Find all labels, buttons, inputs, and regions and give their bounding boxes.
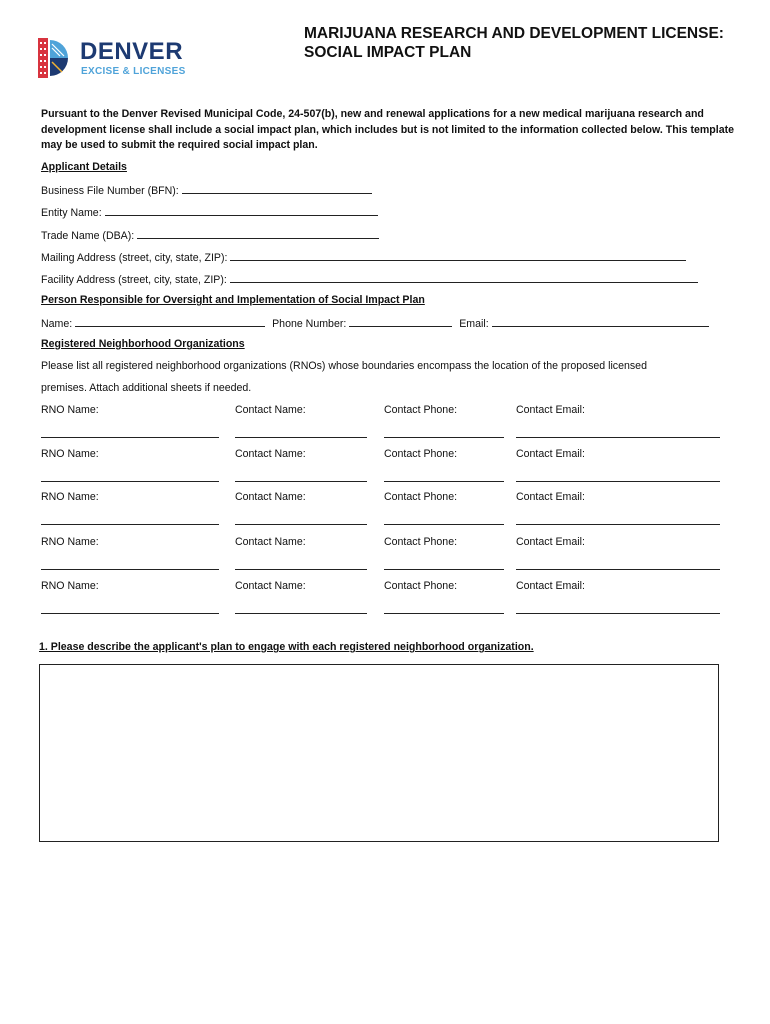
rno-name-field[interactable]: [41, 569, 219, 570]
responsible-email-label: Email:: [459, 318, 489, 330]
contact-name-label: Contact Name:: [235, 580, 306, 592]
contact-phone-label: Contact Phone:: [384, 536, 458, 548]
contact-email-field[interactable]: [516, 524, 720, 525]
mailing-field-row: [41, 250, 686, 264]
bfn-label: Business File Number (BFN):: [41, 185, 179, 197]
facility-address-field[interactable]: [230, 272, 698, 283]
trade-field-row: [41, 228, 379, 242]
logo-wordmark: DENVER: [80, 38, 184, 65]
contact-email-label: Contact Email:: [516, 580, 585, 592]
rno-name-label: RNO Name:: [41, 404, 99, 416]
contact-email-label: Contact Email:: [516, 491, 585, 503]
contact-email-field[interactable]: [516, 569, 720, 570]
trade-label: Trade Name (DBA):: [41, 230, 135, 242]
entity-label: Entity Name:: [41, 207, 102, 219]
contact-name-field[interactable]: [235, 524, 367, 525]
contact-name-label: Contact Name:: [235, 491, 306, 503]
responsible-phone-label: Phone Number:: [272, 318, 347, 330]
bfn-field[interactable]: [182, 183, 372, 194]
rno-name-field[interactable]: [41, 437, 219, 438]
contact-phone-field[interactable]: [384, 569, 504, 570]
intro-paragraph: Pursuant to the Denver Revised Municipal Code, 24-507(b), new and renewal applications for a new medical marijuana research and development license shall include a social impact plan, which includes but is not limited to the information collected below. This template may be used to submit the required social impact plan.: [41, 108, 735, 151]
contact-phone-label: Contact Phone:: [384, 491, 458, 503]
facility-field-row: [41, 272, 698, 286]
contact-name-label: Contact Name:: [235, 536, 306, 548]
contact-phone-label: Contact Phone:: [384, 448, 458, 460]
responsible-name-field[interactable]: [75, 316, 265, 327]
rno-name-label: RNO Name:: [41, 536, 99, 548]
question-1-label: 1. Please describe the applicant's plan to engage with each registered neighborhood organization.: [39, 641, 534, 653]
rno-name-field[interactable]: [41, 613, 219, 614]
contact-phone-label: Contact Phone:: [384, 404, 458, 416]
denver-logo: [38, 34, 198, 82]
form-title: [304, 24, 754, 62]
trade-name-field[interactable]: [137, 228, 379, 239]
logo-subtitle: EXCISE & LICENSES: [81, 66, 186, 77]
contact-phone-field[interactable]: [384, 524, 504, 525]
contact-name-field[interactable]: [235, 437, 367, 438]
responsible-name-label: Name:: [41, 318, 73, 330]
contact-phone-field[interactable]: [384, 481, 504, 482]
form-title-line2: SOCIAL IMPACT PLAN: [304, 44, 472, 61]
contact-name-label: Contact Name:: [235, 448, 306, 460]
rno-heading: Registered Neighborhood Organizations: [41, 338, 245, 350]
rno-name-label: RNO Name:: [41, 491, 99, 503]
contact-email-label: Contact Email:: [516, 536, 585, 548]
contact-phone-field[interactable]: [384, 613, 504, 614]
rno-name-field[interactable]: [41, 524, 219, 525]
rno-name-label: RNO Name:: [41, 580, 99, 592]
mailing-label: Mailing Address (street, city, state, ZIP):: [41, 252, 228, 264]
responsible-phone-field[interactable]: [349, 316, 452, 327]
denver-logo-icon: [38, 38, 72, 78]
rno-instructions-line1: Please list all registered neighborhood organizations (RNOs) whose boundaries encompass the location of the proposed licensed: [41, 360, 647, 372]
contact-email-field[interactable]: [516, 481, 720, 482]
entity-field-row: [41, 205, 378, 219]
responsible-heading: Person Responsible for Oversight and Implementation of Social Impact Plan: [41, 294, 425, 306]
rno-name-field[interactable]: [41, 481, 219, 482]
applicant-details-heading: Applicant Details: [41, 161, 127, 173]
rno-instructions-line2: premises. Attach additional sheets if needed.: [41, 382, 252, 394]
contact-email-field[interactable]: [516, 437, 720, 438]
form-title-line1: MARIJUANA RESEARCH AND DEVELOPMENT LICENSE:: [304, 25, 724, 42]
contact-phone-field[interactable]: [384, 437, 504, 438]
contact-name-field[interactable]: [235, 569, 367, 570]
contact-name-field[interactable]: [235, 481, 367, 482]
bfn-field-row: [41, 183, 372, 197]
mailing-address-field[interactable]: [230, 250, 686, 261]
responsible-field-row: [41, 316, 709, 330]
responsible-email-field[interactable]: [492, 316, 709, 327]
facility-label: Facility Address (street, city, state, ZIP):: [41, 274, 227, 286]
question-1-answer-box[interactable]: [39, 664, 719, 842]
rno-name-label: RNO Name:: [41, 448, 99, 460]
contact-phone-label: Contact Phone:: [384, 580, 458, 592]
entity-name-field[interactable]: [105, 205, 378, 216]
contact-email-label: Contact Email:: [516, 448, 585, 460]
contact-email-field[interactable]: [516, 613, 720, 614]
contact-name-label: Contact Name:: [235, 404, 306, 416]
contact-email-label: Contact Email:: [516, 404, 585, 416]
contact-name-field[interactable]: [235, 613, 367, 614]
